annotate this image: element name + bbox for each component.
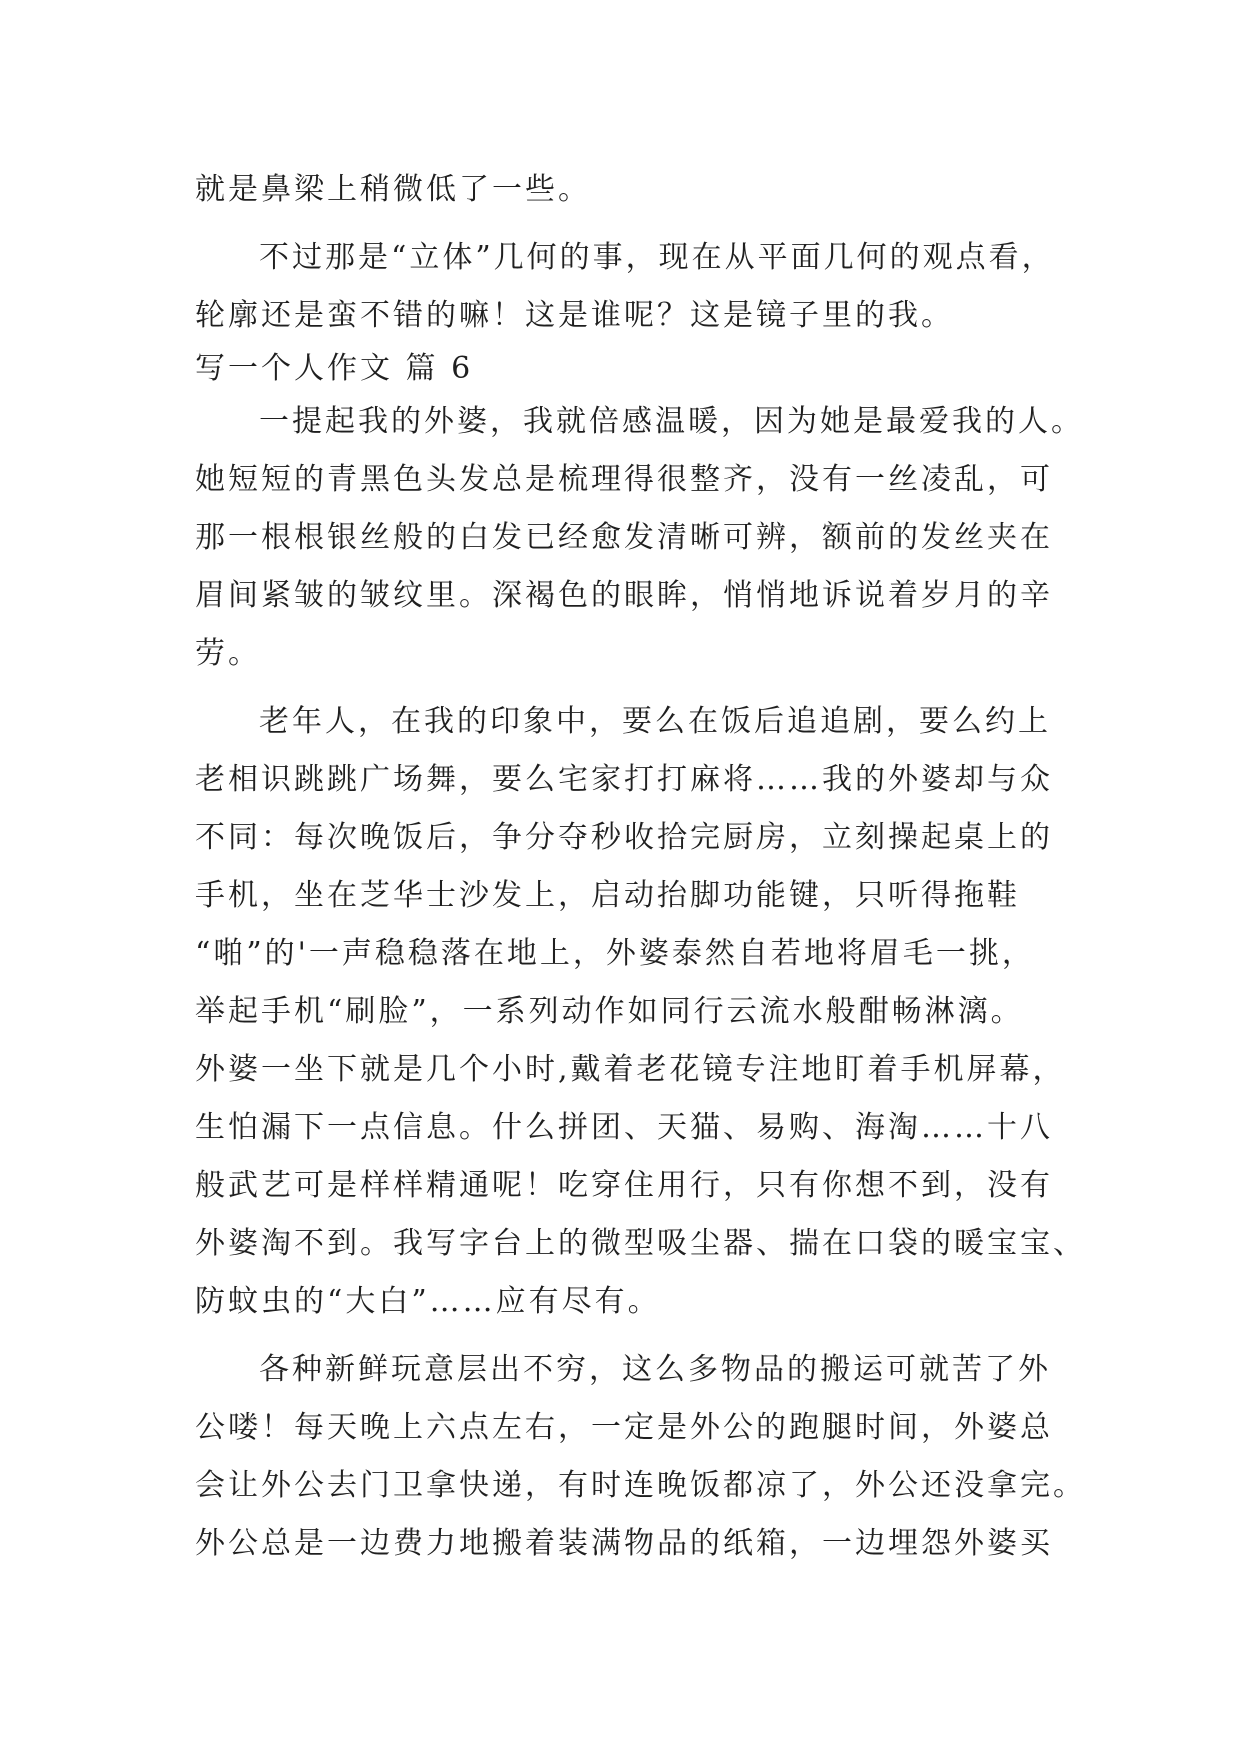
paragraph-line: 不同：每次晚饭后，争分夺秒收拾完厨房，立刻操起桌上的: [195, 820, 1053, 855]
paragraph-line: 她短短的青黑色头发总是梳理得很整齐，没有一丝凌乱，可: [195, 462, 1053, 497]
paragraph-line: 生怕漏下一点信息。什么拼团、天猫、易购、海淘……十八: [195, 1110, 1053, 1145]
section-heading: 写一个人作文 篇 6: [195, 351, 474, 386]
paragraph-first-line: 一提起我的外婆，我就倍感温暖，因为她是最爱我的人。: [259, 404, 1084, 439]
paragraph-line: 防蚊虫的“大白”……应有尽有。: [195, 1284, 661, 1319]
paragraph-line: 外婆淘不到。我写字台上的微型吸尘器、揣在口袋的暖宝宝、: [195, 1226, 1086, 1261]
paragraph-line: 手机，坐在芝华士沙发上，启动抬脚功能键，只听得拖鞋: [195, 878, 1020, 913]
paragraph-line: 老相识跳跳广场舞，要么宅家打打麻将……我的外婆却与众: [195, 762, 1053, 797]
paragraph-gap: [195, 1331, 1060, 1341]
paragraph-line: 外公总是一边费力地搬着装满物品的纸箱，一边埋怨外婆买: [195, 1526, 1053, 1561]
paragraph-line: 举起手机“刷脸”，一系列动作如同行云流水般酣畅淋漓。: [195, 994, 1024, 1029]
paragraph-line: 就是鼻梁上稍微低了一些。: [195, 172, 591, 207]
paragraph-line: 外婆一坐下就是几个小时,戴着老花镜专注地盯着手机屏幕，: [195, 1052, 1066, 1087]
paragraph-gap: [195, 219, 1060, 229]
paragraph-line: 会让外公去门卫拿快递，有时连晚饭都凉了，外公还没拿完。: [195, 1468, 1086, 1503]
paragraph-gap: [195, 683, 1060, 693]
paragraph-first-line: 不过那是“立体”几何的事，现在从平面几何的观点看，: [259, 240, 1055, 275]
paragraph-line: 眉间紧皱的皱纹里。深褐色的眼眸，悄悄地诉说着岁月的辛: [195, 578, 1053, 613]
paragraph-line: 般武艺可是样样精通呢！吃穿住用行，只有你想不到，没有: [195, 1168, 1053, 1203]
paragraph-line: 劳。: [195, 636, 261, 671]
paragraph-first-line: 各种新鲜玩意层出不穷，这么多物品的搬运可就苦了外: [259, 1352, 1051, 1387]
document-body: [195, 161, 1086, 1573]
paragraph-line: 那一根根银丝般的白发已经愈发清晰可辨，额前的发丝夹在: [195, 520, 1053, 555]
paragraph-line: “啪”的'一声稳稳落在地上，外婆泰然自若地将眉毛一挑，: [195, 936, 1035, 971]
paragraph-line: 公喽！每天晚上六点左右，一定是外公的跑腿时间，外婆总: [195, 1410, 1053, 1445]
paragraph-first-line: 老年人，在我的印象中，要么在饭后追追剧，要么约上: [259, 704, 1051, 739]
paragraph-line: 轮廓还是蛮不错的嘛！这是谁呢？这是镜子里的我。: [195, 298, 954, 333]
